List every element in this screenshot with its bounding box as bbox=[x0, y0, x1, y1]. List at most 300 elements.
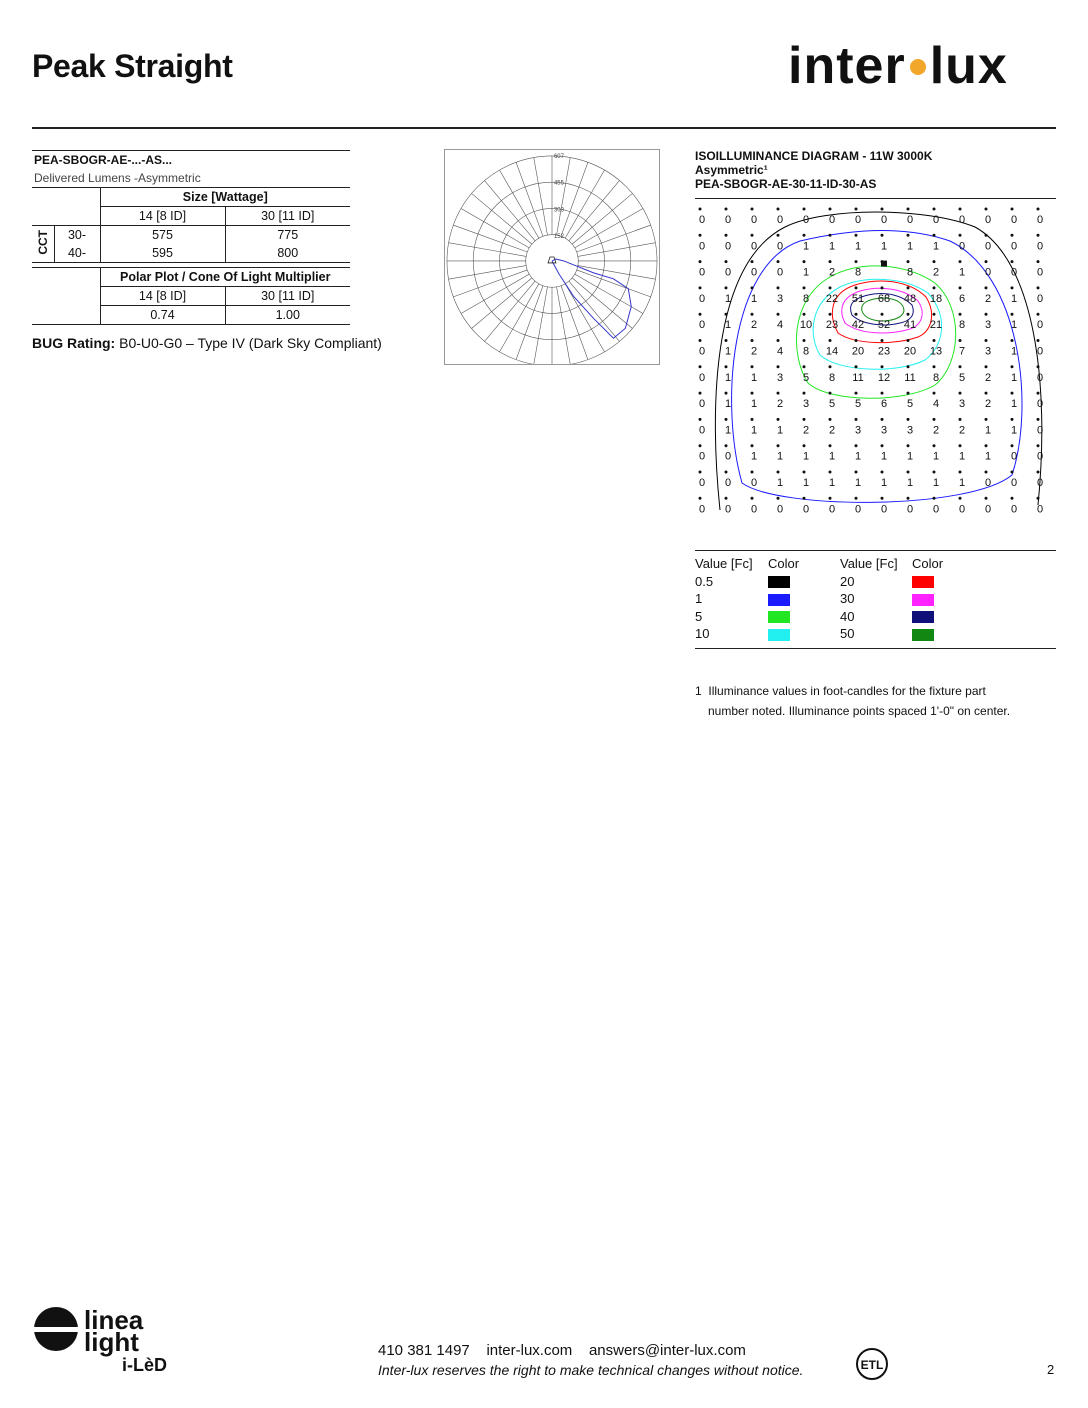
iso-point-value: 0 bbox=[750, 240, 758, 253]
iso-point-marker bbox=[907, 418, 910, 421]
iso-point-marker bbox=[1037, 339, 1040, 342]
iso-point-marker bbox=[803, 208, 806, 211]
iso-point-marker bbox=[855, 208, 858, 211]
iso-point-value: 0 bbox=[802, 214, 810, 226]
iso-point-value: 3 bbox=[880, 424, 888, 437]
iso-point-value: 22 bbox=[825, 292, 839, 305]
iso-point-value: 0 bbox=[776, 214, 784, 226]
iso-point-marker bbox=[933, 418, 936, 421]
iso-point-value: 0 bbox=[724, 240, 732, 253]
iso-point-marker bbox=[777, 339, 780, 342]
brand-line1: linea bbox=[84, 1305, 144, 1335]
iso-point-marker bbox=[1037, 418, 1040, 421]
iso-point-marker bbox=[1011, 260, 1014, 263]
iso-point-marker bbox=[907, 313, 910, 316]
iso-point-value: 1 bbox=[724, 398, 732, 411]
iso-point-marker bbox=[1037, 392, 1040, 395]
iso-point-value: 0 bbox=[854, 214, 862, 226]
iso-point-marker bbox=[907, 339, 910, 342]
iso-point-value: 0 bbox=[698, 240, 706, 253]
iso-point-value: 0 bbox=[698, 345, 706, 358]
iso-point-marker bbox=[881, 286, 884, 289]
iso-point-value: 1 bbox=[750, 424, 758, 437]
iso-point-marker bbox=[699, 260, 702, 263]
iso-point-value: 18 bbox=[929, 292, 943, 305]
iso-point-marker bbox=[933, 313, 936, 316]
isoilluminance-diagram bbox=[690, 205, 1060, 525]
iso-point-marker bbox=[1037, 471, 1040, 474]
iso-point-value: 23 bbox=[877, 345, 891, 358]
iso-point-value: 2 bbox=[932, 266, 940, 279]
legend-swatch bbox=[768, 611, 790, 623]
iso-point-marker bbox=[855, 444, 858, 447]
iso-point-value: 1 bbox=[984, 450, 992, 463]
iso-point-marker bbox=[881, 365, 884, 368]
iso-point-marker bbox=[803, 418, 806, 421]
iso-point-marker bbox=[751, 365, 754, 368]
iso-point-value: 5 bbox=[906, 398, 914, 411]
iso-point-value: 0 bbox=[932, 503, 940, 516]
iso-point-marker bbox=[959, 208, 962, 211]
iso-point-marker bbox=[829, 392, 832, 395]
iso-point-marker bbox=[725, 339, 728, 342]
iso-point-value: 4 bbox=[776, 319, 784, 332]
iso-point-marker bbox=[855, 339, 858, 342]
iso-point-marker bbox=[751, 392, 754, 395]
polar-ring-label: 303 bbox=[553, 207, 564, 214]
iso-point-marker bbox=[985, 313, 988, 316]
iso-point-marker bbox=[907, 392, 910, 395]
iso-point-value: 3 bbox=[854, 424, 862, 437]
iso-point-value: 0 bbox=[750, 266, 758, 279]
iso-point-value: 0 bbox=[776, 503, 784, 516]
iso-point-value: 8 bbox=[854, 266, 862, 279]
logo-dot-icon bbox=[910, 59, 926, 75]
iso-point-value: 1 bbox=[828, 477, 836, 489]
iso-point-value: 1 bbox=[854, 477, 862, 489]
iso-point-marker bbox=[699, 234, 702, 237]
iso-point-value: 0 bbox=[984, 266, 992, 279]
iso-point-marker bbox=[959, 471, 962, 474]
iso-point-marker bbox=[985, 365, 988, 368]
iso-point-value: 1 bbox=[1010, 398, 1018, 411]
iso-point-value: 0 bbox=[698, 266, 706, 279]
legend-value: 0.5 bbox=[695, 573, 714, 589]
iso-point-value: 1 bbox=[750, 371, 758, 384]
iso-point-marker bbox=[907, 471, 910, 474]
iso-point-marker bbox=[933, 365, 936, 368]
iso-point-marker bbox=[1037, 208, 1040, 211]
iso-point-value: 1 bbox=[828, 240, 836, 253]
polar-spoke bbox=[565, 284, 604, 352]
legend-color-header: Color bbox=[912, 556, 944, 572]
iso-point-marker bbox=[751, 234, 754, 237]
iso-point-marker bbox=[959, 444, 962, 447]
iso-point-value: 0 bbox=[698, 371, 706, 384]
iso-point-value: 52 bbox=[877, 319, 891, 332]
iso-point-marker bbox=[803, 365, 806, 368]
iso-point-value: 5 bbox=[828, 398, 836, 411]
iso-point-value: 1 bbox=[854, 450, 862, 463]
iso-point-marker bbox=[1011, 234, 1014, 237]
iso-legend bbox=[695, 550, 1056, 643]
iso-point-value: 1 bbox=[880, 477, 888, 489]
contour-1 bbox=[732, 231, 1022, 503]
iso-point-value: 8 bbox=[802, 345, 810, 358]
iso-point-marker bbox=[803, 286, 806, 289]
website-link[interactable]: inter-lux.com bbox=[486, 1342, 573, 1359]
iso-point-value: 1 bbox=[724, 371, 732, 384]
footnote bbox=[695, 681, 1056, 721]
iso-point-marker bbox=[1011, 313, 1014, 316]
polar-intensity-curve bbox=[552, 259, 631, 338]
iso-point-value: 2 bbox=[828, 266, 836, 279]
iso-point-marker bbox=[777, 418, 780, 421]
polar-spoke bbox=[577, 270, 651, 297]
iso-point-marker bbox=[829, 444, 832, 447]
iso-point-value: 0 bbox=[958, 214, 966, 226]
iso-divider bbox=[695, 198, 1056, 199]
cert-label: ETL bbox=[860, 1358, 884, 1372]
iso-point-value: 0 bbox=[724, 214, 732, 226]
polar-spoke bbox=[534, 287, 548, 365]
table-part-number: PEA-SBOGR-AE-...-AS... bbox=[32, 151, 350, 170]
iso-point-value: 0 bbox=[1036, 214, 1044, 226]
iso-point-value: 0 bbox=[1010, 503, 1018, 516]
iso-point-value: 1 bbox=[984, 424, 992, 437]
iso-point-marker bbox=[855, 260, 858, 263]
legend-swatch bbox=[768, 594, 790, 606]
iso-point-value: 2 bbox=[750, 319, 758, 332]
iso-point-marker bbox=[751, 497, 754, 500]
iso-point-value: 14 bbox=[825, 345, 839, 358]
iso-point-value: 2 bbox=[750, 345, 758, 358]
iso-point-marker bbox=[1037, 234, 1040, 237]
iso-point-marker bbox=[725, 418, 728, 421]
lumens-cell: 775 bbox=[225, 226, 350, 245]
iso-point-value: 12 bbox=[877, 371, 891, 384]
polar-spoke bbox=[461, 208, 529, 247]
legend-value-header: Value [Fc] bbox=[695, 556, 753, 572]
iso-point-value: 1 bbox=[932, 240, 940, 253]
iso-point-marker bbox=[829, 365, 832, 368]
iso-point-value: 1 bbox=[932, 450, 940, 463]
iso-point-value: 0 bbox=[1036, 240, 1044, 253]
iso-point-value: 0 bbox=[698, 292, 706, 305]
iso-point-value: 1 bbox=[958, 477, 966, 489]
iso-point-marker bbox=[1011, 339, 1014, 342]
iso-point-value: 48 bbox=[903, 292, 917, 305]
iso-point-marker bbox=[1011, 392, 1014, 395]
iso-point-marker bbox=[985, 208, 988, 211]
iso-point-value: 1 bbox=[750, 292, 758, 305]
iso-point-marker bbox=[855, 471, 858, 474]
iso-point-marker bbox=[699, 365, 702, 368]
disclaimer: Inter-lux reserves the right to make technical changes without notice. bbox=[378, 1362, 804, 1378]
iso-point-value: 0 bbox=[776, 266, 784, 279]
header-divider bbox=[32, 127, 1056, 129]
iso-point-value: 1 bbox=[880, 240, 888, 253]
iso-point-marker bbox=[699, 418, 702, 421]
footnote-line: Illuminance values in foot-candles for the fixture part bbox=[708, 684, 986, 698]
iso-point-value: 0 bbox=[828, 214, 836, 226]
iso-point-value: 0 bbox=[1036, 398, 1044, 411]
multiplier-value: 0.74 bbox=[100, 306, 225, 325]
iso-point-value: 3 bbox=[802, 398, 810, 411]
iso-point-value: 0 bbox=[776, 240, 784, 253]
iso-point-value: 0 bbox=[698, 214, 706, 226]
legend-swatch bbox=[912, 611, 934, 623]
iso-point-value: 6 bbox=[958, 292, 966, 305]
iso-point-marker bbox=[725, 208, 728, 211]
iso-point-value: 8 bbox=[802, 292, 810, 305]
polar-ring-label: 455 bbox=[553, 180, 564, 187]
iso-point-marker bbox=[1037, 497, 1040, 500]
iso-point-value: 2 bbox=[776, 398, 784, 411]
iso-point-value: 1 bbox=[906, 240, 914, 253]
bug-value: B0-U0-G0 – Type IV (Dark Sky Compliant) bbox=[115, 335, 382, 351]
iso-point-marker bbox=[751, 313, 754, 316]
size-col-30: 30 [11 ID] bbox=[225, 207, 350, 226]
iso-point-value: 3 bbox=[776, 292, 784, 305]
iso-point-marker bbox=[959, 260, 962, 263]
iso-point-value: 1 bbox=[1010, 292, 1018, 305]
iso-point-value: 0 bbox=[750, 503, 758, 516]
iso-point-value: 0 bbox=[854, 503, 862, 516]
iso-point-value: 0 bbox=[984, 240, 992, 253]
iso-point-value: 0 bbox=[906, 503, 914, 516]
iso-point-value: 0 bbox=[1010, 450, 1018, 463]
iso-point-marker bbox=[959, 286, 962, 289]
iso-point-marker bbox=[829, 418, 832, 421]
iso-point-value: 1 bbox=[724, 345, 732, 358]
legend-swatch bbox=[912, 576, 934, 588]
polar-spoke bbox=[557, 158, 571, 236]
iso-point-marker bbox=[1011, 471, 1014, 474]
iso-point-marker bbox=[933, 497, 936, 500]
iso-point-value: 0 bbox=[724, 450, 732, 463]
contour-5 bbox=[796, 266, 955, 398]
iso-point-marker bbox=[881, 234, 884, 237]
cct-value: 40- bbox=[54, 244, 100, 263]
iso-point-marker bbox=[1011, 208, 1014, 211]
iso-point-value: 2 bbox=[828, 424, 836, 437]
iso-point-value: 8 bbox=[932, 371, 940, 384]
iso-point-marker bbox=[777, 471, 780, 474]
iso-point-value: 5 bbox=[854, 398, 862, 411]
iso-point-marker bbox=[1011, 365, 1014, 368]
polar-ring-label: 607 bbox=[553, 153, 564, 160]
iso-point-marker bbox=[985, 392, 988, 395]
iso-point-value: 2 bbox=[984, 292, 992, 305]
iso-point-marker bbox=[959, 418, 962, 421]
polar-spoke bbox=[453, 270, 527, 297]
iso-point-marker bbox=[959, 497, 962, 500]
legend-value: 40 bbox=[840, 608, 855, 624]
multiplier-value: 1.00 bbox=[225, 306, 350, 325]
iso-point-marker bbox=[881, 392, 884, 395]
iso-point-marker bbox=[881, 313, 884, 316]
iso-point-marker bbox=[699, 392, 702, 395]
iso-point-marker bbox=[777, 365, 780, 368]
iso-point-value: 41 bbox=[903, 319, 917, 332]
iso-point-marker bbox=[751, 339, 754, 342]
iso-point-value: 4 bbox=[776, 345, 784, 358]
iso-title: ISOILLUMINANCE DIAGRAM - 11W 3000K bbox=[695, 149, 933, 163]
iso-point-value: 0 bbox=[1036, 266, 1044, 279]
iso-point-marker bbox=[829, 234, 832, 237]
iso-point-marker bbox=[803, 339, 806, 342]
iso-point-marker bbox=[1037, 313, 1040, 316]
iso-point-marker bbox=[699, 444, 702, 447]
footnote-marker: 1 bbox=[695, 684, 702, 698]
iso-point-marker bbox=[985, 444, 988, 447]
luminaire-icon bbox=[548, 257, 556, 263]
iso-part-number: PEA-SBOGR-AE-30-11-ID-30-AS bbox=[695, 177, 877, 191]
iso-point-value: 1 bbox=[802, 240, 810, 253]
iso-point-marker bbox=[907, 497, 910, 500]
iso-point-marker bbox=[777, 286, 780, 289]
iso-point-value: 0 bbox=[828, 503, 836, 516]
iso-point-value: 1 bbox=[906, 477, 914, 489]
iso-point-marker bbox=[933, 471, 936, 474]
iso-subtitle: Asymmetric¹ bbox=[695, 163, 768, 177]
legend-value: 10 bbox=[695, 626, 710, 642]
polar-plot bbox=[444, 149, 660, 365]
iso-point-marker bbox=[933, 208, 936, 211]
iso-point-marker bbox=[933, 286, 936, 289]
iso-point-value: 3 bbox=[958, 398, 966, 411]
iso-point-marker bbox=[959, 392, 962, 395]
legend-value: 5 bbox=[695, 608, 703, 624]
iso-point-value: 1 bbox=[724, 424, 732, 437]
iso-point-marker bbox=[1037, 260, 1040, 263]
iso-point-marker bbox=[881, 444, 884, 447]
iso-point-value: 8 bbox=[828, 371, 836, 384]
iso-point-value: 0 bbox=[1036, 450, 1044, 463]
iso-point-marker bbox=[699, 497, 702, 500]
iso-point-marker bbox=[829, 313, 832, 316]
iso-point-marker bbox=[907, 444, 910, 447]
multiplier-header: Polar Plot / Cone Of Light Multiplier bbox=[100, 268, 350, 287]
iso-point-value: 0 bbox=[1036, 503, 1044, 516]
iso-point-marker bbox=[1037, 286, 1040, 289]
iso-point-value: 20 bbox=[903, 345, 917, 358]
iso-point-value: 0 bbox=[698, 477, 706, 489]
cct-value: 30- bbox=[54, 226, 100, 245]
legend-divider bbox=[695, 648, 1056, 649]
iso-point-value: 1 bbox=[1010, 371, 1018, 384]
iso-point-value: 2 bbox=[802, 424, 810, 437]
iso-point-marker bbox=[725, 313, 728, 316]
iso-point-marker bbox=[959, 234, 962, 237]
phone: 410 381 1497 bbox=[378, 1342, 470, 1359]
iso-point-value: 3 bbox=[984, 319, 992, 332]
iso-point-marker bbox=[725, 471, 728, 474]
iso-point-marker bbox=[777, 234, 780, 237]
iso-point-value: 0 bbox=[1036, 292, 1044, 305]
iso-point-value: 0 bbox=[1036, 371, 1044, 384]
iso-point-value: 0 bbox=[984, 214, 992, 226]
iso-point-marker bbox=[829, 471, 832, 474]
polar-spoke bbox=[461, 274, 529, 313]
iso-point-marker bbox=[751, 471, 754, 474]
iso-point-marker bbox=[777, 208, 780, 211]
iso-point-marker bbox=[855, 234, 858, 237]
iso-point-marker bbox=[855, 365, 858, 368]
iso-point-value: 8 bbox=[958, 319, 966, 332]
email-link[interactable]: answers@inter-lux.com bbox=[588, 1342, 746, 1359]
iso-point-value: 0 bbox=[1010, 266, 1018, 279]
iso-point-marker bbox=[959, 365, 962, 368]
polar-spoke bbox=[557, 287, 571, 365]
iso-point-value: 0 bbox=[724, 503, 732, 516]
iso-point-marker bbox=[777, 313, 780, 316]
iso-point-value: 0 bbox=[932, 214, 940, 226]
iso-point-value: 5 bbox=[802, 371, 810, 384]
iso-point-value: 1 bbox=[802, 477, 810, 489]
iso-point-marker bbox=[829, 497, 832, 500]
iso-point-value: 1 bbox=[1010, 424, 1018, 437]
polar-spoke bbox=[516, 162, 543, 236]
iso-point-marker bbox=[959, 313, 962, 316]
iso-point-value: 0 bbox=[698, 319, 706, 332]
bug-rating bbox=[32, 335, 382, 351]
iso-point-marker bbox=[751, 208, 754, 211]
iso-point-value: 0 bbox=[958, 240, 966, 253]
size-header: Size [Wattage] bbox=[100, 188, 350, 207]
iso-point-value: 0 bbox=[750, 477, 758, 489]
iso-point-marker bbox=[985, 339, 988, 342]
iso-point-value: 1 bbox=[724, 319, 732, 332]
iso-point-value: 1 bbox=[776, 450, 784, 463]
iso-point-value: 0 bbox=[698, 424, 706, 437]
legend-swatch bbox=[912, 594, 934, 606]
polar-ring-label: 152 bbox=[553, 234, 564, 241]
legend-value: 30 bbox=[840, 591, 855, 607]
iso-point-value: 1 bbox=[724, 292, 732, 305]
iso-point-value: 0 bbox=[906, 214, 914, 226]
polar-spoke bbox=[561, 162, 588, 236]
iso-point-marker bbox=[777, 260, 780, 263]
logo-text-right: lux bbox=[929, 37, 1008, 95]
iso-point-marker bbox=[881, 339, 884, 342]
iso-point-value: 1 bbox=[828, 450, 836, 463]
iso-point-marker bbox=[829, 286, 832, 289]
lumens-cell: 575 bbox=[100, 226, 225, 245]
iso-point-marker bbox=[803, 392, 806, 395]
iso-point-marker bbox=[985, 497, 988, 500]
iso-point-value: 0 bbox=[1036, 319, 1044, 332]
iso-point-value: 1 bbox=[880, 450, 888, 463]
iso-point-value: 2 bbox=[932, 424, 940, 437]
etl-cert-icon bbox=[852, 1346, 894, 1384]
iso-point-value: 0 bbox=[1036, 345, 1044, 358]
iso-point-value: 0 bbox=[698, 503, 706, 516]
iso-point-marker bbox=[985, 234, 988, 237]
iso-point-marker bbox=[725, 260, 728, 263]
iso-point-marker bbox=[751, 444, 754, 447]
table-subtitle: Delivered Lumens -Asymmetric bbox=[32, 169, 350, 188]
iso-point-marker bbox=[855, 392, 858, 395]
legend-value: 50 bbox=[840, 626, 855, 642]
polar-spoke bbox=[578, 266, 656, 280]
polar-spoke bbox=[534, 158, 548, 236]
iso-point-value: 0 bbox=[1010, 214, 1018, 226]
polar-spoke bbox=[565, 170, 604, 238]
iso-point-marker bbox=[907, 234, 910, 237]
iso-point-value: 2 bbox=[984, 398, 992, 411]
